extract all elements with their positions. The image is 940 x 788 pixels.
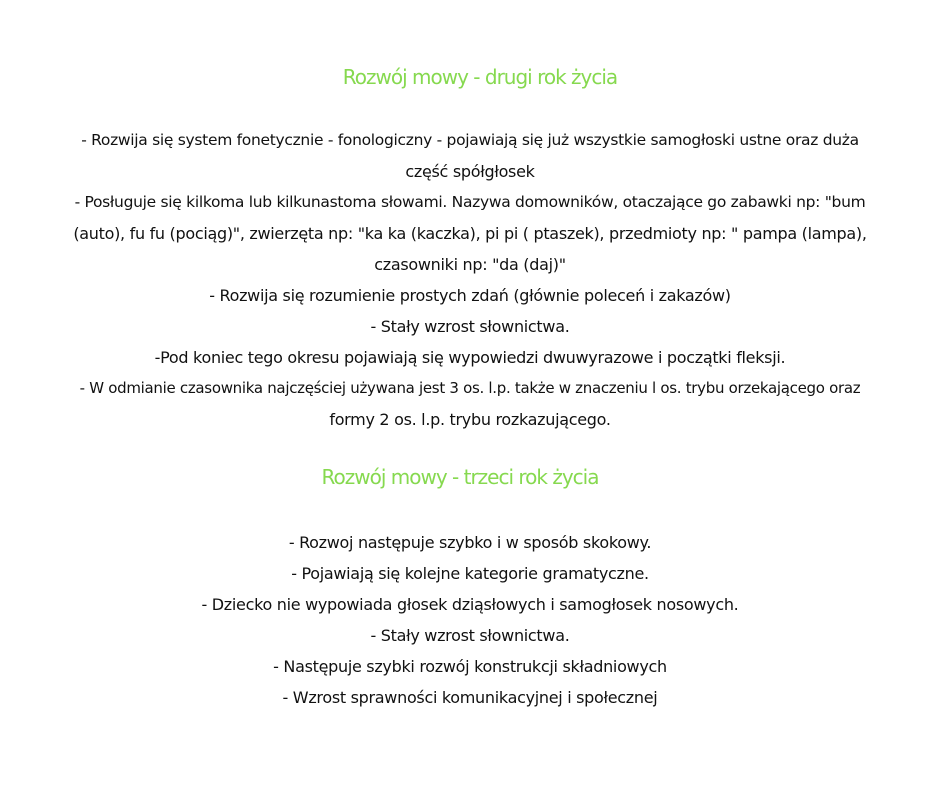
text-line: - W odmianie czasownika najczęściej używana jest 3 os. l.p. także w znaczeniu l os. trybu orzekającego oraz (79, 379, 861, 397)
text-line: - Stały wzrost słownictwa. (370, 626, 570, 645)
text-line: część spółgłosek (405, 162, 535, 181)
section-body-second-year (70, 125, 870, 435)
section-body-third-year (70, 527, 870, 713)
text-line: - Posługuje się kilkoma lub kilkunastoma słowami. Nazywa domowników, otaczające go zabawki np: "bum (74, 193, 866, 211)
text-line: - Rozwija się system fonetycznie - fonologiczny - pojawiają się już wszystkie samogłoski ustne oraz duża (81, 131, 859, 149)
section-title-second-year: Rozwój mowy - drugi rok życia (342, 65, 618, 90)
section-title-third-year: Rozwój mowy - trzeci rok życia (321, 465, 599, 490)
text-line: -Pod koniec tego okresu pojawiają się wypowiedzi dwuwyrazowe i początki fleksji. (154, 348, 786, 367)
text-line: - Rozwija się rozumienie prostych zdań (głównie poleceń i zakazów) (209, 286, 731, 305)
text-line: - Pojawiają się kolejne kategorie gramatyczne. (291, 564, 649, 583)
text-line: - Następuje szybki rozwój konstrukcji składniowych (273, 657, 667, 676)
text-line: - Stały wzrost słownictwa. (370, 317, 570, 336)
text-line: (auto), fu fu (pociąg)", zwierzęta np: "ka ka (kaczka), pi pi ( ptaszek), przedmioty np: " pampa (lampa), (73, 224, 867, 243)
text-line: czasowniki np: "da (daj)" (374, 255, 566, 274)
text-line: - Wzrost sprawności komunikacyjnej i społecznej (282, 688, 658, 707)
text-line: formy 2 os. l.p. trybu rozkazującego. (329, 410, 611, 429)
text-line: - Rozwoj następuje szybko i w sposób skokowy. (288, 533, 652, 552)
text-line: - Dziecko nie wypowiada głosek dziąsłowych i samogłosek nosowych. (201, 595, 739, 614)
